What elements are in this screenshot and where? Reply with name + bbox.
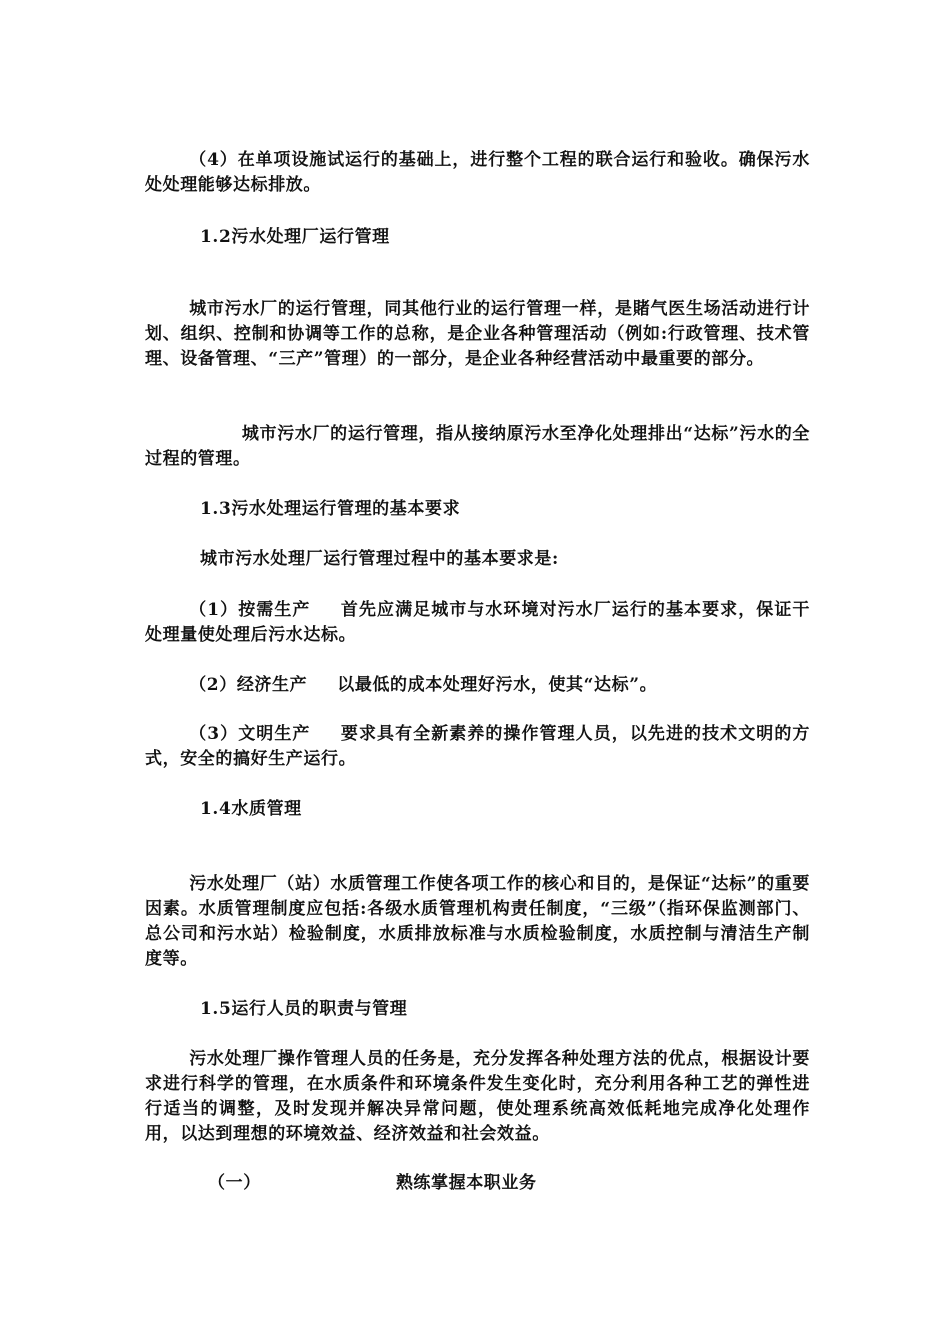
paragraph-staff-duties: 污水处理厂操作管理人员的任务是，充分发挥各种处理方法的优点，根据设计要求进行科学的管理，在水质条件和环境条件发生变化时，充分利用各种工艺的弹性进行适当的调整，及时发现并解决异常问题，使处理系统高效低耗地完成净化处理作用，以达到理想的环境效益、经济效益和社会效益。 — [145, 1049, 810, 1144]
heading-1-3: 1.3污水处理运行管理的基本要求 — [200, 499, 461, 519]
list-item-2-label: （2）经济生产 — [189, 675, 308, 695]
list-item-1 — [145, 598, 810, 648]
paragraph-operation-management: 城市污水厂的运行管理，同其他行业的运行管理一样，是賭气医生场活动进行计划、组织、控制和协调等工作的总称，是企业各种管理活动（例如:行政管理、技术管理、设备管理、“三产”管理）的一部分，是企业各种经营活动中最重要的部分。 — [145, 299, 810, 369]
paragraph-water-quality: 污水处理厂（站）水质管理工作使各项工作的核心和目的，是保证“达标”的重要因素。水质管理制度应包括:各级水质管理机构责任制度，“三级”（指环保监测部门、总公司和污水站）检验制度，水质排放标准与水质检验制度，水质控制与清洁生产制度等。 — [145, 874, 810, 969]
list-item-2 — [145, 673, 810, 698]
section-number: （一） — [208, 1173, 261, 1193]
list-item-3 — [145, 722, 810, 772]
list-item-3-label: （3）文明生产 — [189, 724, 311, 744]
paragraph-step-4: （4）在单项设施试运行的基础上，进行整个工程的联合运行和验收。确保污水处处理能够达标排放。 — [145, 150, 810, 195]
list-item-2-text: 以最低的成本处理好污水，使其“达标”。 — [337, 675, 658, 695]
heading-1-5: 1.5运行人员的职责与管理 — [200, 999, 408, 1019]
heading-1-2: 1.2污水处理厂运行管理 — [200, 227, 390, 247]
paragraph-operation-definition: 城市污水厂的运行管理，指从接纳原污水至净化处理排出“达标”污水的全过程的管理。 — [145, 424, 810, 469]
list-item-1-text: 首先应满足城市与水环境对污水厂运行的基本要求，保证干处理量使处理后污水达标。 — [145, 600, 810, 645]
list-item-1-label: （1）按需生产 — [189, 600, 311, 620]
heading-1-4: 1.4水质管理 — [200, 799, 302, 819]
paragraph-basic-requirements-intro: 城市污水处理厂运行管理过程中的基本要求是: — [200, 549, 559, 569]
section-title: 熟练掌握本职业务 — [395, 1173, 537, 1193]
list-item-3-text: 要求具有全新素养的操作管理人员，以先进的技术文明的方式，安全的搞好生产运行。 — [145, 724, 810, 769]
section-heading-1 — [208, 1171, 537, 1196]
